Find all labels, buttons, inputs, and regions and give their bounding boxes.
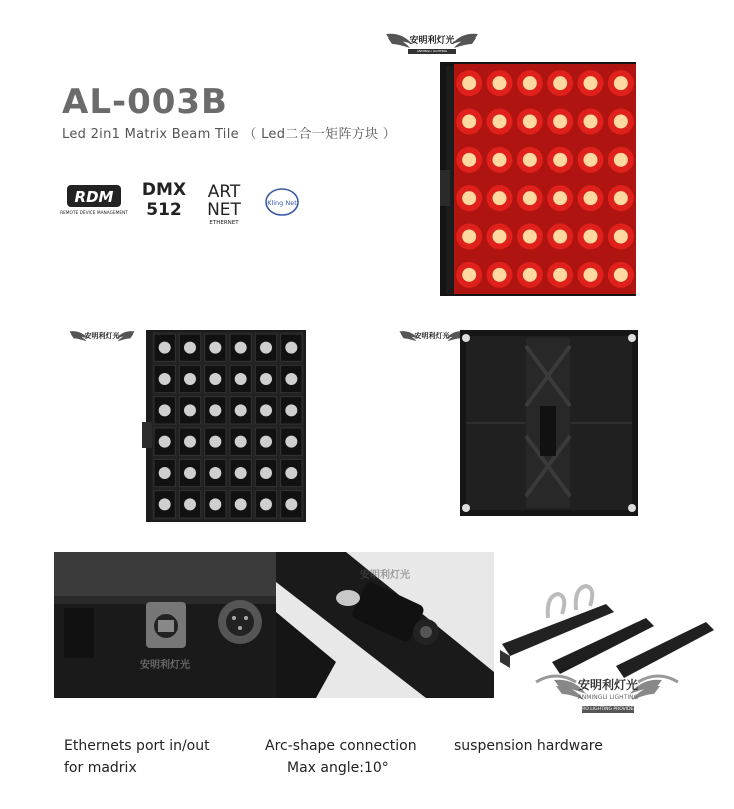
brand-name-en: ANMINGLI LIGHTING	[416, 49, 448, 53]
led-lens	[285, 498, 297, 510]
led-beam	[614, 76, 628, 90]
led-lens	[159, 498, 171, 510]
led-beam	[584, 191, 598, 205]
led-beam	[584, 153, 598, 167]
dmx-logo-line1: DMX	[141, 180, 187, 200]
led-lens	[159, 404, 171, 416]
dmx-logo-line2: 512	[146, 200, 182, 220]
led-lens	[285, 404, 297, 416]
led-beam	[462, 268, 476, 282]
tile-back-photo	[456, 326, 642, 520]
artnet-logo-line1: ART	[207, 182, 241, 202]
artnet-logo-line2: NET	[207, 200, 241, 220]
led-beam	[523, 268, 537, 282]
brand-name-cn-2: 安明利灯光	[84, 332, 120, 340]
led-beam	[523, 191, 537, 205]
led-beam	[523, 76, 537, 90]
led-lens	[235, 498, 247, 510]
brand-tagline-4: PRO LIGHTING PROVIDER	[579, 707, 637, 712]
led-lens	[260, 373, 272, 385]
caption-suspension: suspension hardware	[454, 738, 603, 754]
led-beam	[553, 230, 567, 244]
led-beam	[614, 153, 628, 167]
led-lens	[209, 436, 221, 448]
led-beam	[584, 230, 598, 244]
led-beam	[614, 230, 628, 244]
led-beam	[462, 191, 476, 205]
led-beam	[493, 268, 507, 282]
led-beam	[523, 153, 537, 167]
led-beam	[462, 230, 476, 244]
led-beam	[462, 153, 476, 167]
led-lens	[209, 342, 221, 354]
led-lens	[209, 467, 221, 479]
rdm-logo	[60, 183, 128, 217]
led-lens	[235, 467, 247, 479]
led-beam	[553, 76, 567, 90]
led-beam	[493, 230, 507, 244]
caption-arc-line1: Arc-shape connection	[265, 738, 417, 754]
arc-connection-photo	[276, 552, 494, 698]
led-lens	[159, 467, 171, 479]
brand-logo-2	[68, 326, 136, 348]
led-lens	[285, 342, 297, 354]
watermark-cn-2: 安明利灯光	[360, 570, 410, 581]
brand-name-cn-3: 安明利灯光	[414, 332, 450, 340]
ethernet-port-photo	[54, 552, 276, 698]
artnet-logo-subtext: ETHERNET	[209, 220, 239, 226]
kling-net-logo-text: Kling Net	[267, 199, 297, 207]
led-lens	[285, 436, 297, 448]
led-lens	[260, 342, 272, 354]
led-lens	[285, 373, 297, 385]
led-lens	[235, 404, 247, 416]
product-subtitle: Led 2in1 Matrix Beam Tile （ Led二合一矩阵方块 ）	[62, 127, 397, 142]
led-lens	[184, 342, 196, 354]
led-beam	[493, 76, 507, 90]
led-lens	[159, 342, 171, 354]
led-lens	[235, 373, 247, 385]
caption-ethernet	[64, 735, 210, 779]
watermark-cn-1: 安明利灯光	[140, 660, 190, 671]
caption-ethernet-line2: for madrix	[64, 760, 137, 776]
brand-name-en-4: ANMINGLI LIGHTING	[577, 694, 639, 701]
rdm-logo-text: RDM	[74, 188, 114, 206]
led-beam	[462, 76, 476, 90]
led-beam	[493, 115, 507, 129]
led-lens	[260, 467, 272, 479]
led-beam	[523, 115, 537, 129]
led-beam	[584, 115, 598, 129]
led-lens	[209, 373, 221, 385]
brand-logo	[384, 28, 480, 56]
led-beam	[553, 153, 567, 167]
hero-tile-photo-lit	[436, 60, 640, 298]
led-beam	[462, 115, 476, 129]
led-beam	[553, 268, 567, 282]
led-lens	[235, 342, 247, 354]
caption-arc	[265, 735, 417, 779]
caption-arc-line2: Max angle:10°	[287, 760, 389, 776]
led-beam	[614, 268, 628, 282]
led-beam	[584, 268, 598, 282]
led-beam	[584, 76, 598, 90]
led-beam	[493, 191, 507, 205]
led-lens	[184, 467, 196, 479]
led-lens	[260, 436, 272, 448]
kling-net-logo	[264, 187, 300, 217]
led-lens	[209, 498, 221, 510]
caption-ethernet-line1: Ethernets port in/out	[64, 738, 210, 754]
led-lens	[209, 404, 221, 416]
dmx512-logo	[138, 180, 190, 220]
led-beam	[614, 115, 628, 129]
led-beam	[553, 191, 567, 205]
led-lens	[260, 498, 272, 510]
led-lens	[260, 404, 272, 416]
led-lens	[184, 404, 196, 416]
led-lens	[235, 436, 247, 448]
brand-logo-4	[552, 672, 664, 716]
led-lens	[184, 373, 196, 385]
led-lens	[184, 498, 196, 510]
led-beam	[523, 230, 537, 244]
artnet-logo	[202, 180, 246, 226]
brand-name-cn: 安明利灯光	[409, 36, 455, 46]
product-model-title: AL-003B	[62, 82, 228, 122]
led-beam	[614, 191, 628, 205]
led-lens	[159, 436, 171, 448]
led-beam	[493, 153, 507, 167]
rdm-logo-subtext: REMOTE DEVICE MANAGEMENT	[60, 211, 128, 216]
tile-front-photo	[138, 322, 310, 524]
brand-name-cn-4: 安明利灯光	[577, 678, 638, 692]
led-lens	[184, 436, 196, 448]
led-lens	[159, 373, 171, 385]
led-beam	[553, 115, 567, 129]
led-lens	[285, 467, 297, 479]
